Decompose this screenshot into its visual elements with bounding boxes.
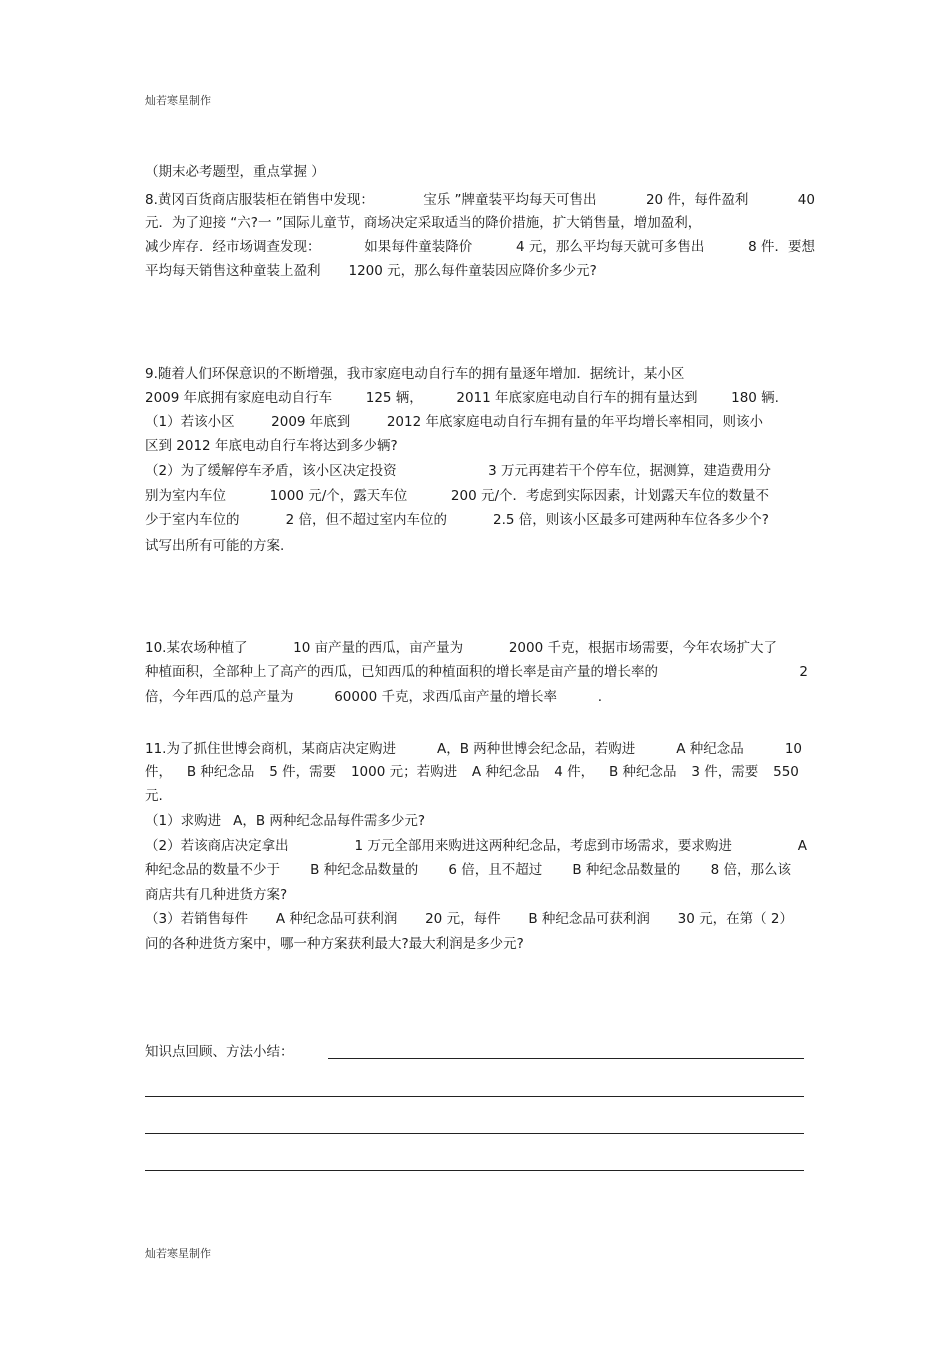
q11-line-1: 11.为了抓住世博会商机，某商店决定购进 A，B 两种世博会纪念品，若购进 A 种纪念品 10 <box>145 741 802 757</box>
q11-line-3: 元. <box>145 788 163 804</box>
summary-answer-line <box>145 1096 804 1097</box>
summary-answer-line <box>145 1133 804 1134</box>
q8-line-2: 元．为了迎接 “六?一 ”国际儿童节，商场决定采取适当的降价措施，扩大销售量，增加盈利， <box>145 215 702 231</box>
q9-line-4: 区到 2012 年底电动自行车将达到多少辆? <box>145 438 398 454</box>
q8-line-4: 平均每天销售这种童装上盈利 1200 元，那么每件童装因应降价多少元? <box>145 263 597 279</box>
q11-line-9: 问的各种进货方案中，哪一种方案获利最大?最大利润是多少元? <box>145 936 524 952</box>
q9-line-8: 试写出所有可能的方案. <box>145 538 285 554</box>
summary-answer-line <box>145 1170 804 1171</box>
q9-line-5: （2）为了缓解停车矛盾，该小区决定投资 3 万元再建若干个停车位，据测算，建造费用分 <box>145 463 771 479</box>
q9-line-2: 2009 年底拥有家庭电动自行车 125 辆， 2011 年底家庭电动自行车的拥有量达到 180 辆. <box>145 390 779 406</box>
summary-answer-line <box>328 1058 804 1059</box>
q9-line-7: 少于室内车位的 2 倍，但不超过室内车位的 2.5 倍，则该小区最多可建两种车位各多少个? <box>145 512 769 528</box>
page-header: 灿若寒星制作 <box>145 94 211 107</box>
q10-line-3: 倍，今年西瓜的总产量为 60000 千克，求西瓜亩产量的增长率 . <box>145 689 602 705</box>
q10-line-1: 10.某农场种植了 10 亩产量的西瓜，亩产量为 2000 千克，根据市场需要，今年农场扩大了 <box>145 640 777 656</box>
q11-line-6: 种纪念品的数量不少于 B 种纪念品数量的 6 倍，且不超过 B 种纪念品数量的 8 倍，那么该 <box>145 862 791 878</box>
q9-line-3: （1）若该小区 2009 年底到 2012 年底家庭电动自行车拥有量的年平均增长率相同，则该小 <box>145 414 763 430</box>
q11-line-5: （2）若该商店决定拿出 1 万元全部用来购进这两种纪念品，考虑到市场需求，要求购进 A <box>145 838 807 854</box>
q11-line-7: 商店共有几种进货方案? <box>145 887 288 903</box>
q10-line-2: 种植面积，全部种上了高产的西瓜，已知西瓜的种植面积的增长率是亩产量的增长率的 2 <box>145 664 808 680</box>
q8-line-1: 8.黄冈百货商店服装柜在销售中发现： 宝乐 ”牌童装平均每天可售出 20 件，每件盈利 40 <box>145 192 815 208</box>
q9-line-1: 9.随着人们环保意识的不断增强，我市家庭电动自行车的拥有量逐年增加．据统计，某小区 <box>145 366 685 382</box>
q11-line-2: 件， B 种纪念品 5 件，需要 1000 元；若购进 A 种纪念品 4 件， B 种纪念品 3 件，需要 550 <box>145 764 799 780</box>
page-footer: 灿若寒星制作 <box>145 1247 211 1260</box>
q11-line-4: （1）求购进 A，B 两种纪念品每件需多少元? <box>145 813 426 829</box>
section-note: （期末必考题型，重点掌握 ） <box>145 164 325 180</box>
q9-line-6: 别为室内车位 1000 元/个，露天车位 200 元/个．考虑到实际因素，计划露天车位的数量不 <box>145 488 769 504</box>
q8-line-3: 减少库存．经市场调查发现： 如果每件童装降价 4 元，那么平均每天就可多售出 8 件．要想 <box>145 239 815 255</box>
q11-line-8: （3）若销售每件 A 种纪念品可获利润 20 元，每件 B 种纪念品可获利润 30 元，在第（ 2） <box>145 911 793 927</box>
summary-label: 知识点回顾、方法小结： <box>145 1044 294 1060</box>
